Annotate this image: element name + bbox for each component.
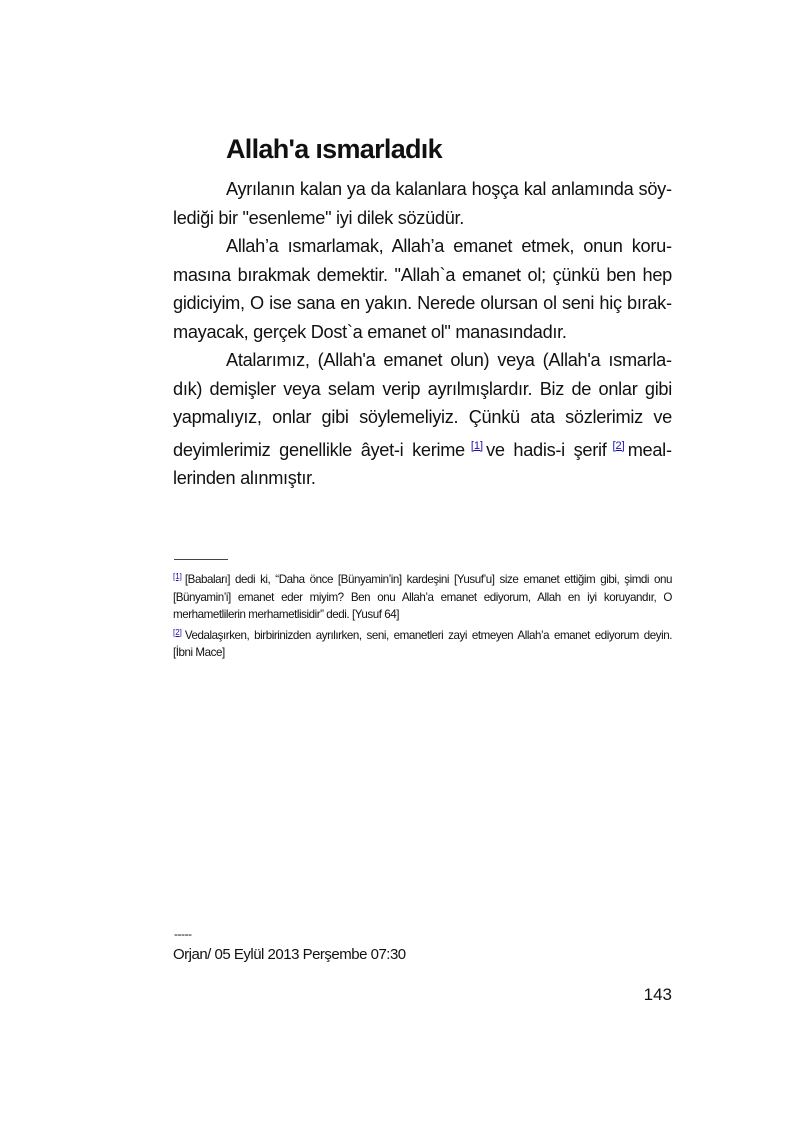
page-title: Allah'a ısmarladık [226,134,442,164]
paragraph-3 [173,346,672,493]
footnote-1 [173,568,672,624]
footnote-ref-2-link[interactable]: [2] [612,439,625,452]
footnotes [173,568,672,662]
footnote-2 [173,624,672,662]
paragraph-3-text [173,346,672,493]
paragraph-3-part-1: Atalarımız, (Allah'a emanet olun) veya (Allah'a ısmarladık) demişler veya selam verip ayrılmışlardır. Biz de onlar gibi yapmalıyız, onlar gibi söylemeliyiz. Çünkü ata sözlerimiz ve deyimlerimiz genellikle âyet-i kerime [173,350,672,460]
paragraph-2 [173,232,672,346]
footnote-divider [174,559,228,560]
paragraph-3-part-2: ve hadis-i şerif [486,439,607,460]
paragraph-2-text: Allah’a ısmarlamak, Allah’a emanet etmek, onun korumasına bırakmak demektir. "Allah`a emanet ol; çünkü ben hep gidiciyim, O ise sana en yakın. Nerede olursan ol seni hiç bırakmayacak, gerçek Dost`a emanet ol" manasındadır. [173,236,672,342]
footnote-2-text: Vedalaşırken, birbirinizden ayrılırken, seni, emanetleri zayi etmeyen Allah’a emanet ediyorum deyin. [İbni Mace] [173,628,672,659]
page-number: 143 [643,985,672,1004]
paragraph-1-text: Ayrılanın kalan ya da kalanlara hoşça kal anlamında söylediği bir "esenleme" iyi dilek sözüdür. [173,179,672,228]
footnote-ref-1-link[interactable]: [1] [470,439,484,452]
paragraph-1 [173,175,672,232]
signature-separator: ----- [174,927,192,941]
paragraph-3-part-3: meallerinden alınmıştır. [173,439,672,488]
footnote-1-mark-link[interactable]: [1] [173,572,182,581]
footnote-2-mark-link[interactable]: [2] [173,627,182,637]
footnote-1-text: [Babaları] dedi ki, “Daha önce [Bünyamin’in] kardeşini [Yusuf’u] size emanet ettiğim gibi, şimdi onu [Bünyamin’i] emanet eder miyim? Ben onu Allah’a emanet ediyorum, Allah en iyi koruyandır, O merhametlilerin merhametlisidir” dedi. [Yusuf 64] [173,573,672,621]
signature-line: Orjan/ 05 Eylül 2013 Perşembe 07:30 [173,946,406,963]
